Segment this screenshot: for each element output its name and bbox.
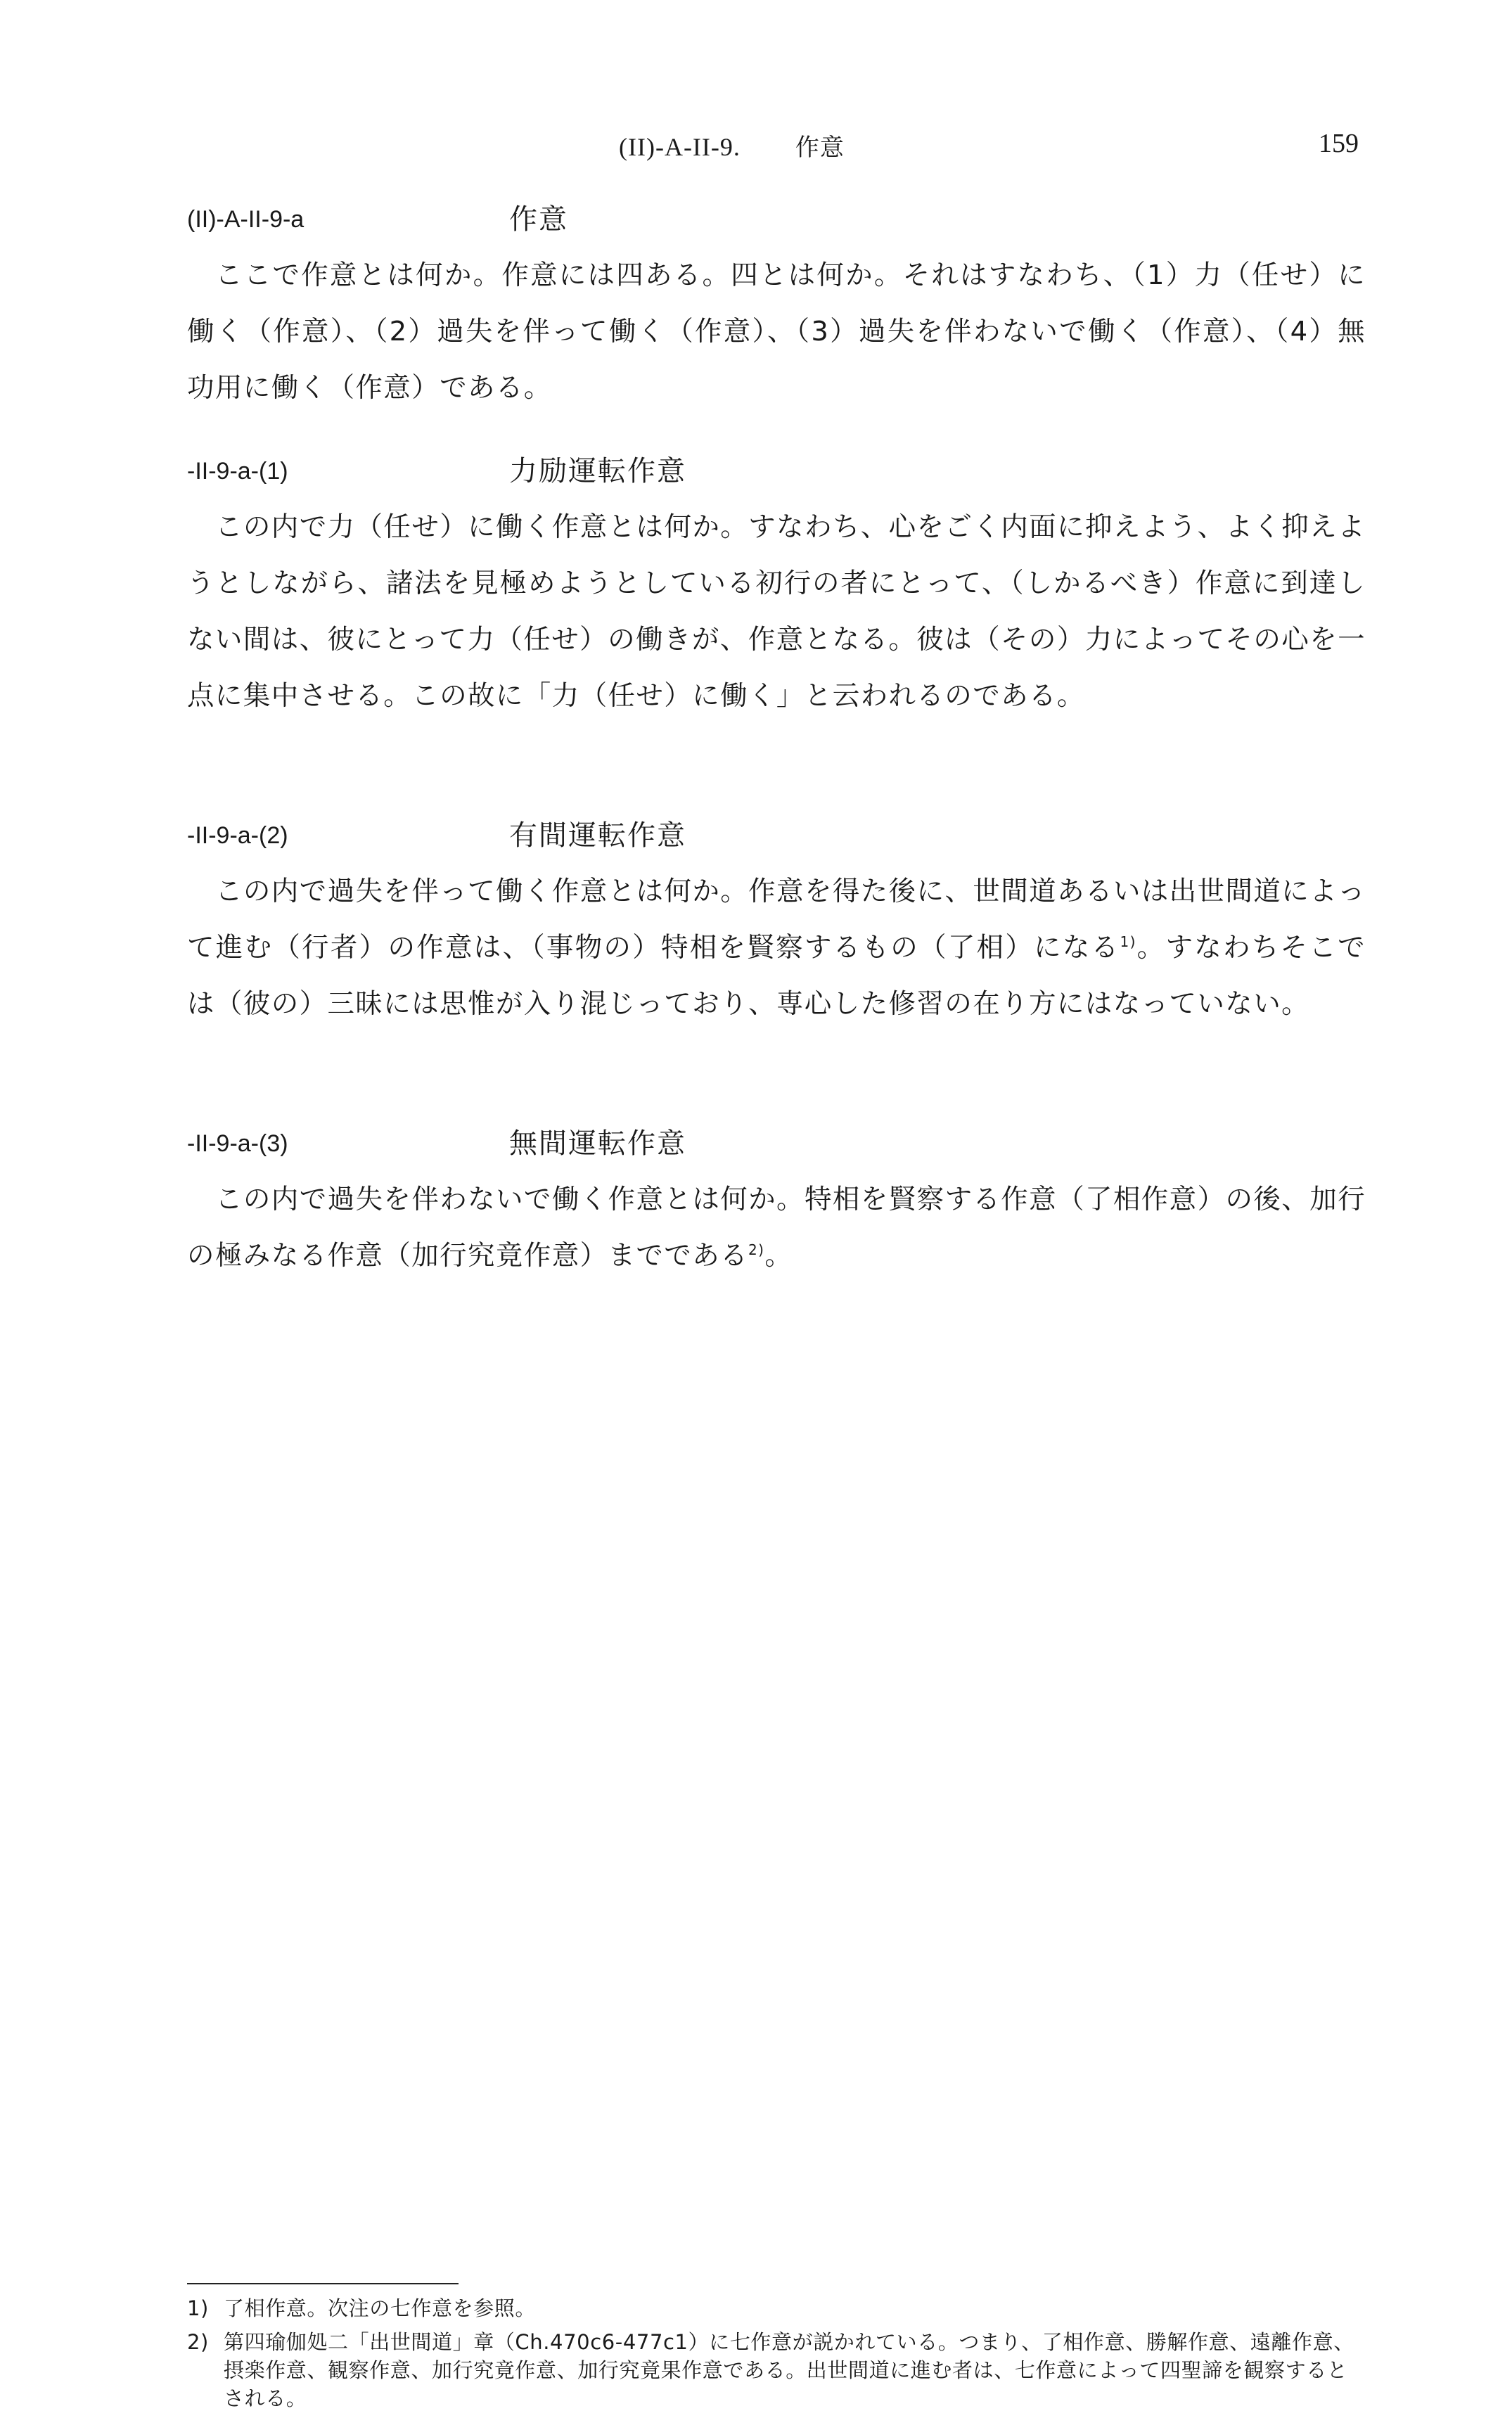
section-a-2 (187, 814, 1366, 1032)
body-text: 。 (764, 1240, 793, 1272)
section-body: この内で力（任せ）に働く作意とは何か。すなわち、心をごく内面に抑えよう、よく抑えようとしながら、諸法を見極めようとしている初行の者にとって、（しかるべき）作意に到達しない間は、彼にとって力（任せ）の働きが、作意となる。彼は（その）力によってその心を一点に集中させる。この故に「力（任せ）に働く」と云われるのである。 (187, 511, 1366, 712)
section-id: -II-9-a-(1) (187, 458, 288, 485)
header-section-ref: (II)-A-II-9. (619, 133, 741, 161)
section-a-3 (187, 1122, 1366, 1284)
footnote-divider (187, 2283, 459, 2284)
body-text: 。すなわちそこでは（彼の）三昧には思惟が入り混じっており、専心した修習の在り方にはなっていない。 (187, 932, 1366, 1020)
footnote-text: 了相作意。次注の七作意を参照。 (224, 2296, 537, 2320)
footnote-number: 2) (187, 2330, 209, 2354)
section-title: 力励運転作意 (509, 455, 686, 487)
section-heading (187, 1122, 1366, 1165)
footnote-text: 第四瑜伽処二「出世間道」章（Ch.470c6-477c1）に七作意が説かれている。つまり、了相作意、勝解作意、遠離作意、摂楽作意、観察作意、加行究竟作意、加行究竟果作意である。出世間道に進む者は、七作意によって四聖諦を観察するとされる。 (224, 2330, 1354, 2410)
section-heading (187, 814, 1366, 857)
section-body (187, 864, 1366, 1032)
section-title: 有間運転作意 (509, 819, 686, 852)
section-body: ここで作意とは何か。作意には四ある。四とは何か。それはすなわち、（1）力（任せ）に働く（作意）、（2）過失を伴って働く（作意）、（3）過失を伴わないで働く（作意）、（4）無功用に働く（作意）である。 (187, 260, 1366, 404)
footnote-item (187, 2294, 1366, 2322)
section-a-1 (187, 450, 1366, 724)
section-id: (II)-A-II-9-a (187, 206, 305, 233)
section-a (187, 198, 1366, 416)
section-body (187, 1172, 1366, 1284)
section-heading (187, 198, 1366, 241)
section-id: -II-9-a-(3) (187, 1130, 288, 1157)
footnote-number: 1) (187, 2296, 209, 2320)
body-text: この内で過失を伴って働く作意とは何か。作意を得た後に、世間道あるいは出世間道によって進む（行者）の作意は、（事物の）特相を賢察するもの（了相）になる (187, 876, 1366, 964)
section-id: -II-9-a-(2) (187, 822, 288, 849)
footnote-item (187, 2328, 1366, 2412)
footnote-ref[interactable]: 2) (748, 1241, 765, 1259)
running-header (619, 128, 845, 162)
header-title: 作意 (795, 134, 845, 162)
page-number: 159 (1319, 129, 1359, 158)
section-title: 無間運転作意 (509, 1127, 686, 1160)
footnotes (187, 2294, 1366, 2418)
section-heading (187, 450, 1366, 492)
section-title: 作意 (509, 203, 568, 236)
footnote-ref[interactable]: 1) (1120, 933, 1136, 951)
body-text: この内で過失を伴わないで働く作意とは何か。特相を賢察する作意（了相作意）の後、加行の極みなる作意（加行究竟作意）までである (187, 1184, 1366, 1272)
